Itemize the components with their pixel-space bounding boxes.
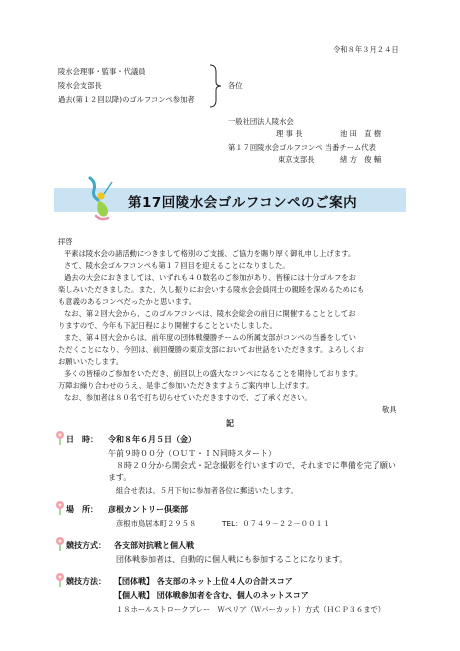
- body-line: ただくことになり、今回は、前回優勝の東京支部においてお世話をいただきます。よろしくお: [58, 345, 364, 354]
- body-line: 楽しみいただきました。また、久し振りにお会いする陵水会会員同士の親睦を深めるためにも: [58, 285, 365, 294]
- scoring-detail: １８ホールストロークプレー Ｗペリア（Ｗパーカット）方式（ＨＣＰ３６まで）: [116, 605, 386, 614]
- schedule-note-1b: ます。: [108, 473, 132, 482]
- venue-label: 場 所：: [66, 505, 98, 514]
- schedule-note-1: ８時２０分から開会式・記念撮影を行いますので、それまでに準備を完了願い: [116, 461, 396, 470]
- sender-event-role: 第１７回陵水会ゴルフコンペ 当番チーム代表: [228, 143, 376, 152]
- format-label: 競技方式：: [66, 541, 106, 550]
- body-line: 平素は陵水会の諸活動につきまして格別のご支援、ご協力を賜り厚く御礼申し上げます。: [64, 249, 356, 258]
- closing: 敬具: [382, 405, 397, 414]
- body-line: さて、陵水会ゴルフコンペも第１７回目を迎えることになりました。: [64, 261, 290, 270]
- page-title: 第17回陵水会ゴルフコンペのご案内: [128, 195, 358, 211]
- body-line: りますので、今年も下記日程により開催することといたしました。: [58, 321, 277, 330]
- scoring-label: 競技方法：: [66, 577, 106, 586]
- body-line: お願いいたします。: [58, 357, 124, 366]
- format-value: 各支部対抗戦と個人戦: [114, 541, 194, 550]
- body-line: 万障お繰り合わせのうえ、是非ご参加いただきますようご案内申し上げます。: [58, 381, 314, 390]
- schedule-date: 令和８年６月５日（金）: [108, 435, 196, 444]
- schedule-note-2: 組合せ表は、５月下旬に参加者各位に郵送いたします。: [116, 486, 298, 495]
- body-line: また、第４回大会からは、前年度の団体戦優勝チームの所属支部がコンペの当番をしてい: [64, 333, 356, 342]
- sender-chair-title: 理 事 長: [276, 129, 303, 138]
- recipient-line-2: 陵水会支部長: [58, 81, 102, 90]
- ki-heading: 記: [226, 419, 234, 428]
- scoring-team: 【団体戦】 各支部のネット上位４人の合計スコア: [114, 577, 293, 586]
- recipient-line-3: 過去(第１２回以降)のゴルフコンペ参加者: [58, 95, 195, 104]
- body-line: なお、第２回大会から、このゴルフコンペは、陵水会総会の前日に開催することとしてお: [64, 309, 356, 318]
- format-note: 団体戦参加者は、自動的に個人戦にも参加することになります。: [116, 555, 348, 564]
- flower-bullet-icon: [54, 500, 66, 516]
- body-line: 多くの皆様のご参加をいただき、前回以上の盛大なコンペになることを期待しております。: [64, 369, 363, 378]
- flower-bullet-icon: [54, 536, 66, 552]
- sender-branch-name: 緒 方 俊 輔: [340, 155, 382, 164]
- sender-branch-title: 東京支部長: [278, 155, 315, 164]
- schedule-label: 日 時：: [66, 435, 98, 444]
- sender-chair-name: 池 田 直 樹: [340, 129, 382, 138]
- flower-bullet-icon: [54, 430, 66, 446]
- scoring-individual: 【個人戦】 団体戦参加者を含む、個人のネットスコア: [114, 591, 309, 600]
- schedule-time: 午前９時００分（ＯＵＴ・ＩＮ同時スタート）: [108, 449, 276, 458]
- recipient-line-1: 陵水会理事・監事・代議員: [58, 67, 146, 76]
- sender-org: 一般社団法人陵水会: [228, 117, 294, 126]
- document-date: 令和８年３月２４日: [333, 45, 399, 54]
- greeting: 拝啓: [58, 237, 73, 246]
- venue-tel: TEL：０７４９－２２－００１１: [222, 519, 330, 528]
- body-line: 過去の大会におきましては、いずれも４０数名のご参加があり、皆様には十分ゴルフをお: [64, 273, 356, 282]
- venue-address: 彦根市鳥居本町２９５８: [116, 519, 197, 528]
- recipients-brace: [208, 64, 224, 108]
- recipients-suffix: 各位: [228, 81, 243, 90]
- venue-name: 彦根カントリー倶楽部: [108, 505, 188, 514]
- flower-bullet-icon: [54, 572, 66, 588]
- body-line: なお、参加者は８０名で打ち切らせていただきますので、ご了承ください。: [64, 393, 312, 402]
- body-line: も意義のあるコンペだったかと思います。: [58, 297, 197, 306]
- golfer-icon: [82, 176, 116, 222]
